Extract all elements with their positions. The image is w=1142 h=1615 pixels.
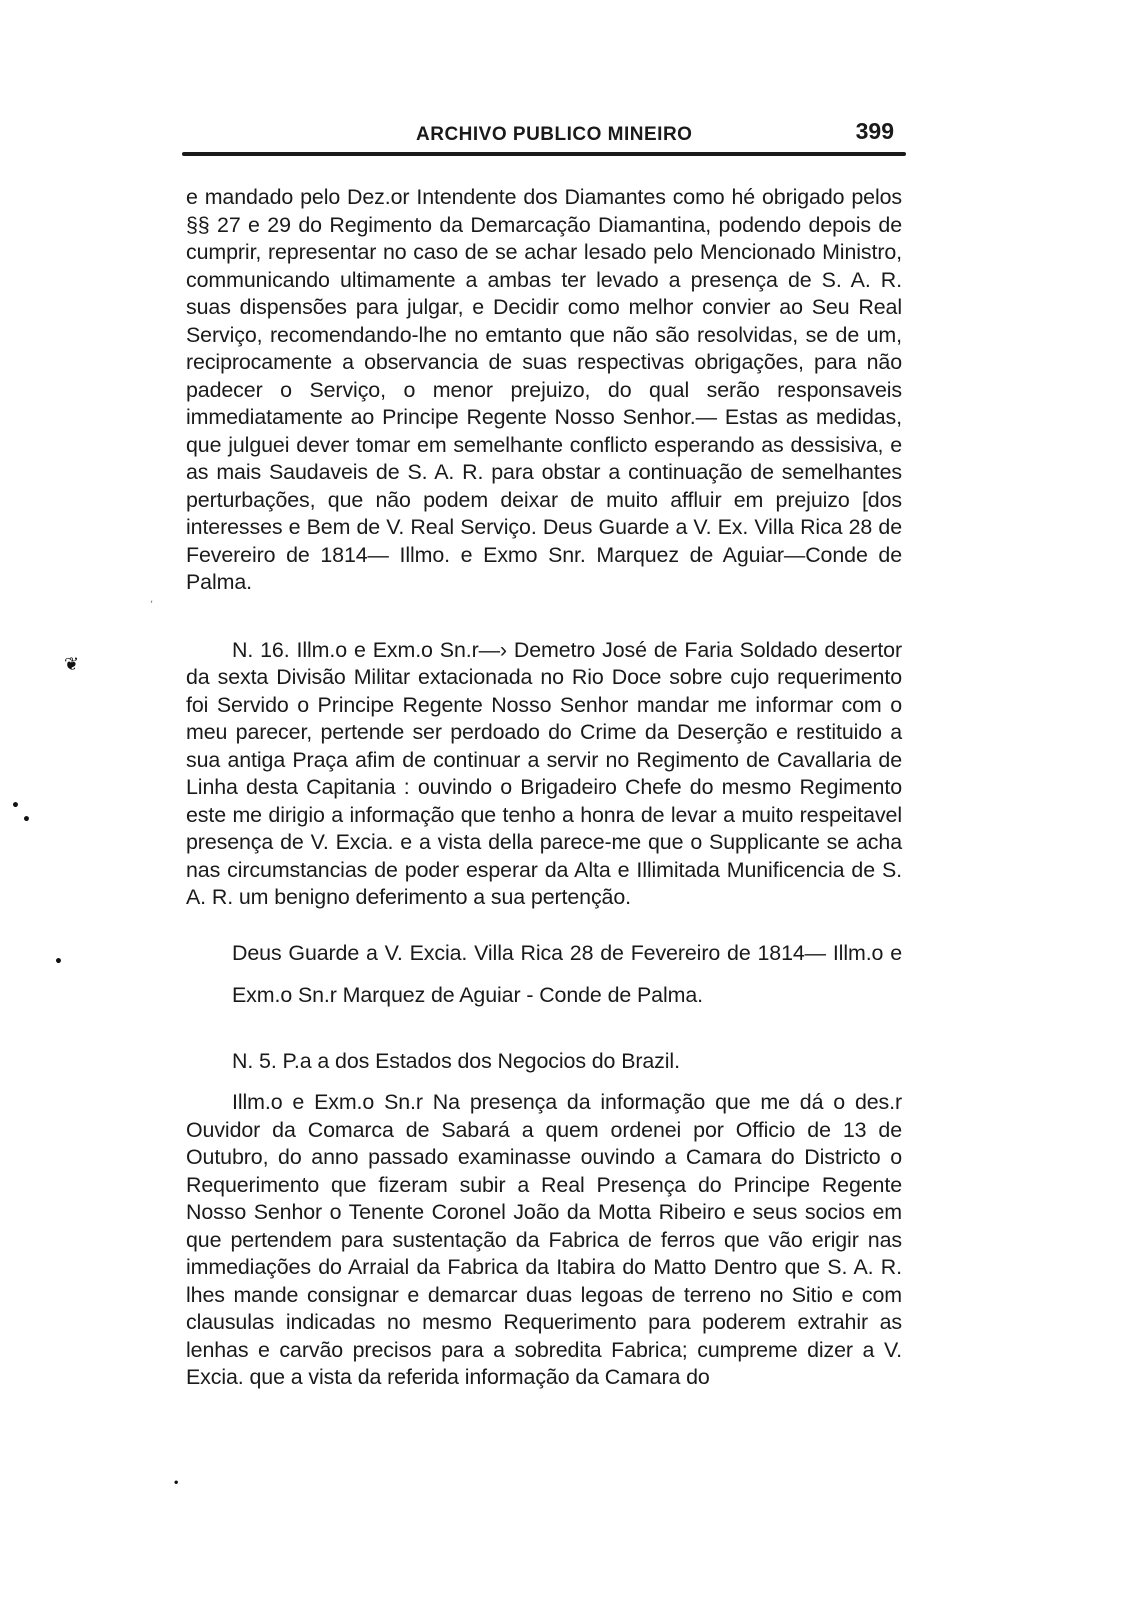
body-text [186, 184, 902, 1392]
paragraph-n5-letter: Illm.o e Exm.o Sn.r Na presença da informação que me dá o des.r Ouvidor da Comarca de Sabará a quem ordenei por Officio de 13 de Outubro, do anno passado examinasse ouvindo a Camara do Districto o Requerimento que fizeram subir a Real Presença do Principe Regente Nosso Senhor o Tenente Coronel João da Motta Ribeiro e seus socios em que pertendem para sustentação da Fabrica de ferros que vão erigir nas immediações do Arraial da Fabrica da Itabira do Matto Dentro que S. A. R. lhes mande consignar e demarcar duas legoas de terreno no Sitio e com clausulas indicadas no mesmo Requerimento para poderem extrahir as lenhas e carvão precisos para a sobredita Fabrica; cumpreme dizer a V. Excia. que a vista da referida informação da Camara do [186, 1090, 902, 1389]
section-heading-n5: N. 5. P.a a dos Estados dos Negocios do Brazil. [232, 1048, 680, 1073]
margin-mark: • [11, 798, 20, 814]
paragraph-closing: Deus Guarde a V. Excia. Villa Rica 28 de Fevereiro de 1814— Illm.o e Exm.o Sn.r Marquez de Aguiar - Conde de Palma. [232, 940, 902, 1007]
running-title: ARCHIVO PUBLICO MINEIRO [416, 124, 693, 145]
margin-mark: ❦ [64, 654, 80, 675]
margin-mark: • [173, 1478, 180, 1489]
paragraph-n16: N. 16. Illm.o e Exm.o Sn.r—› Demetro José de Faria Soldado desertor da sexta Divisão Militar extacionada no Rio Doce sobre cujo requerimento foi Servido o Principe Regente Nosso Senhor mandar me informar com o meu parecer, pertende ser perdoado do Crime da Deserção e restituido a sua antiga Praça afim de continuar a servir no Regimento de Cavallaria de Linha desta Capitania : ouvindo o Brigadeiro Chefe do mesmo Regimento este me dirigio a informação que tenho a honra de levar a muito respeitavel presença de V. Excia. e a vista della parece-me que o Supplicante se acha nas circumstancias de poder esperar da Alta e Illimitada Munificencia de S. A. R. um benigno deferimento a sua pertenção. [186, 637, 902, 909]
margin-mark: • [54, 954, 63, 970]
header-rule [182, 152, 906, 156]
page-number: 399 [855, 118, 894, 144]
margin-mark: • [22, 812, 31, 828]
paragraph-letter-continuation: e mandado pelo Dez.or Intendente dos Diamantes como hé obrigado pelos §§ 27 e 29 do Regimento da Demarcação Diamantina, podendo depois de cumprir, representar no caso de se achar lesado pelo Mencionado Ministro, communicando ultimamente a ambas ter levado a presença de S. A. R. suas dispensões para julgar, e Decidir como melhor convier ao Seu Real Serviço, recomendando-lhe no emtanto que não são resolvidas, se de um, reciprocamente a observancia de suas respectivas obrigações, para não padecer o Serviço, o menor prejuizo, do qual serão responsaveis immediatamente ao Principe Regente Nosso Senhor.— Estas as medidas, que julguei dever tomar em semelhante conflicto esperando as dessisiva, e as mais Saudaveis de S. A. R. para obstar a continuação de semelhantes perturbações, que não podem deixar de muito affluir em prejuizo [dos interesses e Bem de V. Real Serviço. Deus Guarde a V. Ex. Villa Rica 28 de Fevereiro de 1814— Illmo. e Exmo Snr. Marquez de Aguiar—Conde de Palma. [186, 185, 902, 594]
margin-mark: , [150, 594, 154, 605]
